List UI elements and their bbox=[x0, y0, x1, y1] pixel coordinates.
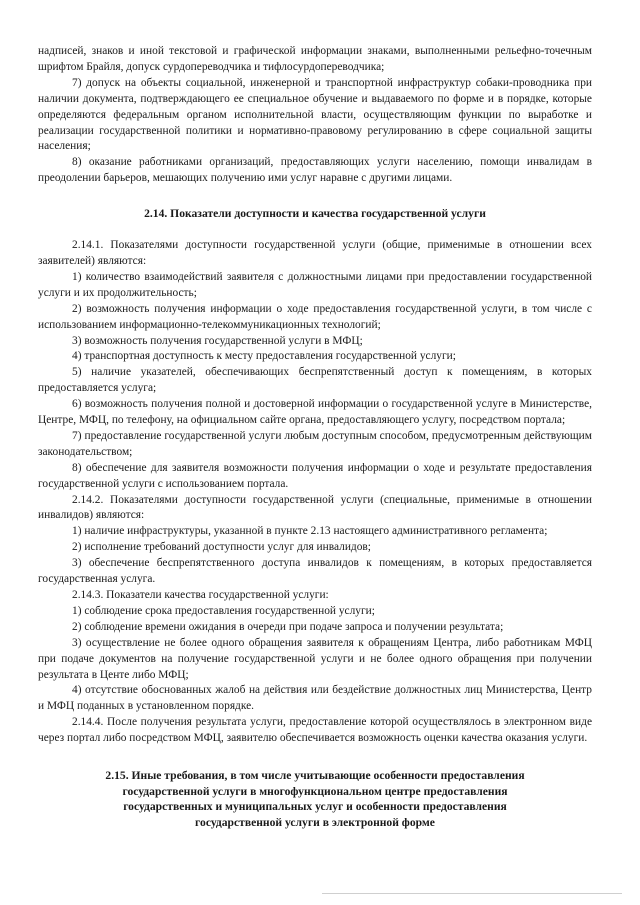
paragraph: 2) соблюдение времени ожидания в очереди при подаче запроса и получении результата; bbox=[72, 620, 504, 633]
heading-line: государственной услуги в многофункциональном центре предоставления bbox=[122, 784, 508, 798]
paragraph: 2.14.3. Показатели качества государственной услуги: bbox=[72, 589, 329, 601]
paragraph: 1) соблюдение срока предоставления государственной услуги; bbox=[72, 604, 375, 617]
paragraph: 7) предоставление государственной услуги любым доступным способом, предусмотренным действующим законодательством; bbox=[38, 429, 592, 458]
paragraph: 2.14.2. Показателями доступности государственной услуги (специальные, применимые в отношении инвалидов) являются: bbox=[38, 493, 592, 522]
paragraph: 7) допуск на объекты социальной, инженерной и транспортной инфраструктур собаки-проводника при наличии документа, подтверждающего ее специальное обучение и выдаваемого по форме и в порядке, которые определяются федеральным органом исполнительной власти, осуществляющим функции по выработке и реализации государственной политики и нормативно-правовому регулированию в сфере социальной защиты населения; bbox=[38, 76, 592, 153]
paragraph: 8) обеспечение для заявителя возможности получения информации о ходе и результате предоставления государственной услуги с использованием портала. bbox=[38, 461, 592, 490]
paragraph: 2) возможность получения информации о ходе предоставления государственной услуги, в том числе с использованием информационно-телекоммуникационных технологий; bbox=[38, 302, 592, 331]
paragraph: 4) отсутствие обоснованных жалоб на действия или бездействие должностных лиц Министерства, Центр и МФЦ поданных в установленном порядке. bbox=[38, 684, 592, 713]
scan-edge-divider bbox=[322, 893, 622, 894]
paragraph: 2.14.1. Показателями доступности государственной услуги (общие, применимые в отношении всех заявителей) являются: bbox=[38, 239, 592, 267]
document-page bbox=[38, 44, 592, 830]
paragraph: 3) обеспечение беспрепятственного доступа инвалидов к помещениям, в которых предоставляется государственная услуга. bbox=[38, 557, 592, 586]
paragraph: 3) осуществление не более одного обращения заявителя к обращениям Центра, либо работникам МФЦ при подаче документов на получение государственной услуги и не более одного обращения при получении результата в Центе либо МФЦ; bbox=[38, 636, 592, 681]
heading-line: государственной услуги в электронной форме bbox=[195, 815, 435, 829]
paragraph: 5) наличие указателей, обеспечивающих беспрепятственный доступ к помещениям, в которых предоставляется услуга; bbox=[38, 366, 592, 395]
paragraph: 3) возможность получения государственной услуги в МФЦ; bbox=[72, 334, 363, 347]
section-heading-2-14: 2.14. Показатели доступности и качества государственной услуги bbox=[144, 207, 486, 221]
heading-line: 2.15. Иные требования, в том числе учитывающие особенности предоставления bbox=[105, 769, 525, 783]
paragraph: 6) возможность получения полной и достоверной информации о государственной услуге в Министерстве, Центре, МФЦ, по телефону, на официальном сайте органа, предоставляющего услугу, посредством портала; bbox=[38, 398, 592, 427]
section-heading-2-15 bbox=[38, 768, 592, 830]
heading-line: государственных и муниципальных услуг и особенности предоставления bbox=[123, 800, 507, 814]
paragraph: 8) оказание работниками организаций, предоставляющих услуги населению, помощи инвалидам в преодолении барьеров, мешающих получению ими услуг наравне с другими лицами. bbox=[38, 156, 592, 185]
paragraph: 1) наличие инфраструктуры, указанной в пункте 2.13 настоящего административного регламента; bbox=[72, 525, 548, 538]
paragraph: надписей, знаков и иной текстовой и графической информации знаками, выполненными рельефно-точечным шрифтом Брайля, допуск сурдопереводчика и тифлосурдопереводчика; bbox=[38, 45, 592, 73]
paragraph: 1) количество взаимодействий заявителя с должностными лицами при предоставлении государственной услуги и их продолжительность; bbox=[38, 270, 592, 299]
paragraph: 4) транспортная доступность к месту предоставления государственной услуги; bbox=[72, 350, 456, 363]
paragraph: 2) исполнение требований доступности услуг для инвалидов; bbox=[72, 541, 371, 554]
paragraph: 2.14.4. После получения результата услуги, предоставление которой осуществлялось в электронном виде через портал либо посредством МФЦ, заявителю обеспечивается возможность оценки качества оказания услуги. bbox=[38, 716, 592, 745]
